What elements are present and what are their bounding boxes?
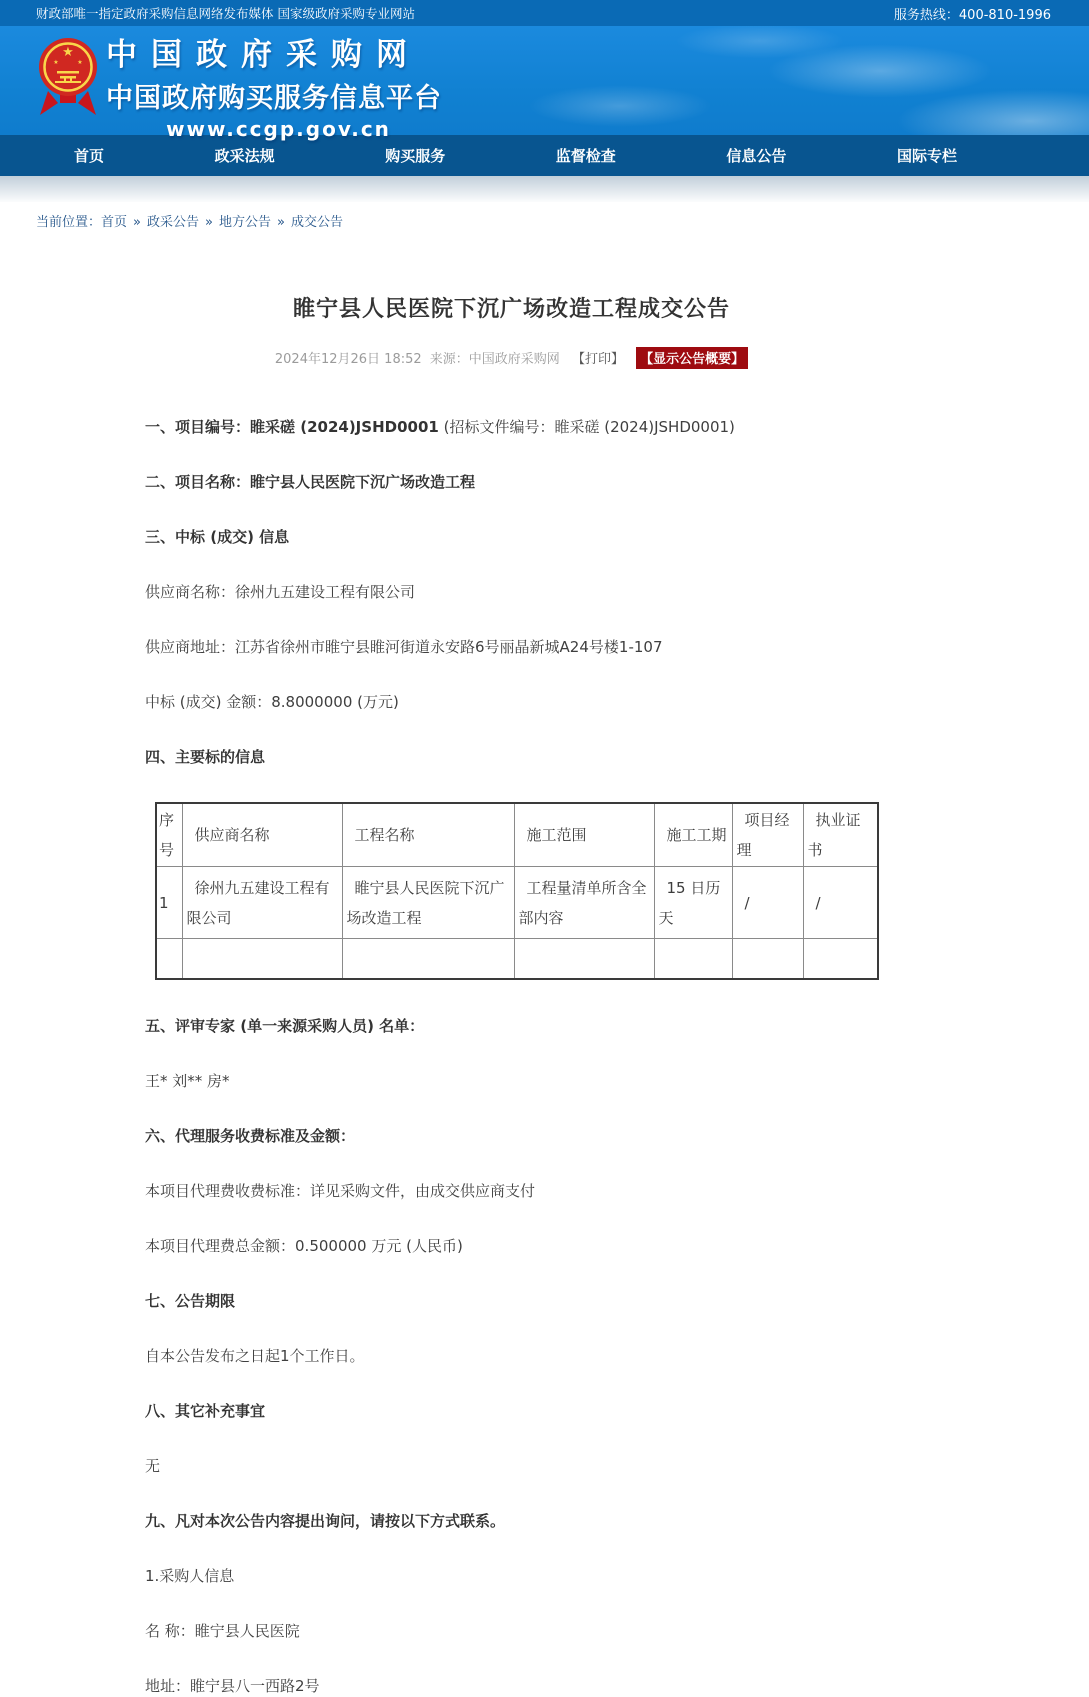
site-title: 中国政府采购网 [106,37,421,73]
table-cell [803,939,878,979]
article-paragraph: 六、代理服务收费标准及金额： [145,1126,356,1145]
nav-item-regulations[interactable]: 政采法规 [214,147,275,165]
svg-text:★: ★ [77,59,83,66]
table-cell [156,939,182,979]
article-paragraph: 自本公告发布之日起1个工作日。 [145,1346,365,1365]
nav-item-purchase-services[interactable]: 购买服务 [385,147,446,165]
hotline-label: 服务热线： [893,7,959,23]
nav-item-home[interactable]: 首页 [74,147,105,165]
topbar-slogan: 财政部唯一指定政府采购信息网络发布媒体 国家级政府采购专业网站 [36,6,415,21]
breadcrumb-separator: » [205,215,213,230]
article-paragraph: 供应商名称：徐州九五建设工程有限公司 [145,583,416,601]
breadcrumb-link[interactable]: 成交公告 [290,215,343,230]
breadcrumb-link[interactable]: 地方公告 [218,215,271,230]
topbar [0,0,1089,26]
article-paragraph: 八、其它补充事宜 [145,1401,266,1420]
national-emblem-icon[interactable] [38,33,98,123]
article-paragraph: 中标 (成交) 金额：8.8000000 (万元) [145,693,399,711]
bid-table-head [156,803,878,867]
bid-info-table [155,802,879,980]
svg-text:★: ★ [62,45,74,60]
article-paragraph: 本项目代理费总金额：0.500000 万元 (人民币) [145,1236,463,1255]
table-cell: / [803,867,878,939]
article-paragraph: 地址：睢宁县八一西路2号 [145,1676,320,1695]
article-paragraph: 1.采购人信息 [145,1566,235,1585]
article-meta [145,347,878,369]
table-cell: 15 日历天 [654,867,732,939]
table-cell: 睢宁县人民医院下沉广场改造工程 [342,867,514,939]
table-header-cell: 序号 [156,803,182,867]
article-paragraph: 名 称：睢宁县人民医院 [145,1621,300,1640]
hotline [894,4,1051,23]
table-cell [654,939,732,979]
breadcrumb-link[interactable]: 首页 [101,215,128,230]
nav-item-international[interactable]: 国际专栏 [896,147,957,165]
table-header-cell: 执业证书 [803,803,878,867]
nav-shadow-strip [0,176,1089,202]
print-button[interactable]: 【打印】 [571,352,624,367]
article-body-before [145,417,878,768]
article-body-after [145,1016,878,1697]
page-title: 睢宁县人民医院下沉广场改造工程成交公告 [292,297,730,322]
table-cell [342,939,514,979]
article-paragraph: 供应商地址：江苏省徐州市睢宁县睢河街道永安路6号丽晶新城A24号楼1-107 [145,638,663,656]
article-body [145,417,878,1697]
article [145,292,878,1697]
source-name: 中国政府采购网 [468,352,560,367]
article-paragraph: 三、中标 (成交) 信息 [145,528,290,546]
breadcrumb [0,202,1089,230]
breadcrumb-links [101,215,343,230]
breadcrumb-separator: » [277,215,285,230]
breadcrumb-separator: » [133,215,141,230]
site-banner [0,26,1089,141]
article-paragraph: 二、项目名称：睢宁县人民医院下沉广场改造工程 [145,473,476,491]
article-paragraph: 一、项目编号：睢采磋 (2024)JSHD0001 (招标文件编号：睢采磋 (2024)JSHD0001) [145,418,735,436]
article-paragraph: 九、凡对本次公告内容提出询问，请按以下方式联系。 [145,1511,506,1530]
nav-item-announcements[interactable]: 信息公告 [726,147,787,165]
table-row [156,867,878,939]
site-url: www.ccgp.gov.cn [166,117,391,141]
table-header-cell: 供应商名称 [182,803,342,867]
table-header-cell: 项目经理 [732,803,803,867]
hotline-number: 400-810-1996 [958,7,1051,23]
table-cell: 徐州九五建设工程有限公司 [182,867,342,939]
article-paragraph: 四、主要标的信息 [145,748,266,766]
site-subtitle: 中国政府购买服务信息平台 [106,83,442,114]
table-header-cell: 施工范围 [514,803,654,867]
site-identity [106,29,451,141]
nav-item-supervision[interactable]: 监督检查 [555,147,616,165]
svg-text:★: ★ [53,59,59,66]
table-header-cell: 施工工期 [654,803,732,867]
source-label: 来源： [429,352,469,367]
table-cell: 1 [156,867,182,939]
article-paragraph: 本项目代理费收费标准：详见采购文件，由成交供应商支付 [145,1181,536,1200]
bid-table-body [156,867,878,979]
breadcrumb-link[interactable]: 政采公告 [147,215,200,230]
article-paragraph: 王* 刘** 房* [145,1071,230,1090]
table-cell [514,939,654,979]
table-header-cell: 工程名称 [342,803,514,867]
summary-toggle-button[interactable]: 【显示公告概要】 [636,347,748,369]
main-nav [0,135,1089,176]
table-cell [182,939,342,979]
table-cell: 工程量清单所含全部内容 [514,867,654,939]
table-cell [732,939,803,979]
publish-datetime: 2024年12月26日 18:52 [274,352,422,367]
article-paragraph: 七、公告期限 [145,1291,236,1310]
article-paragraph: 无 [145,1456,161,1475]
table-cell: / [732,867,803,939]
article-paragraph: 五、评审专家 (单一来源采购人员) 名单： [145,1016,425,1035]
breadcrumb-label: 当前位置： [36,215,102,230]
table-row-empty [156,939,878,979]
